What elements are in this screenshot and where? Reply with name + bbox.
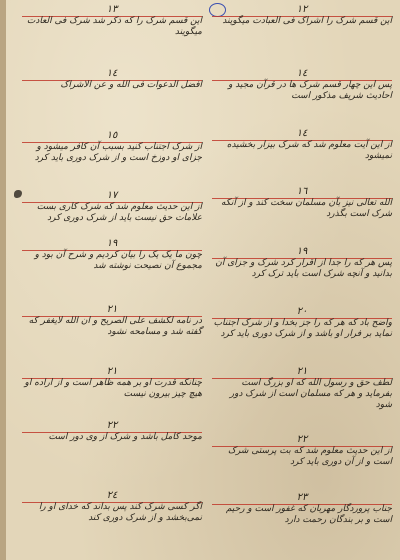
entry-number: ١٧ — [106, 190, 118, 201]
entry-21b-left — [22, 366, 202, 418]
entry-text: از این آیت معلوم شد که شرک بیزار بخشیده نمیشود — [226, 140, 392, 161]
entry-text: پس این چهار قسم شرک ‌ها در قرآن مجید و احادیث شریف مذکور است — [228, 80, 392, 101]
entry-number: ١٤ — [296, 128, 308, 139]
ink-blot-icon — [14, 190, 22, 198]
entry-text: اگر کسی شرک کند پس بداند که خدای او را نمی‌بخشد و از شرک دوری کند — [38, 502, 202, 523]
entry-14-left — [22, 68, 202, 120]
entry-number: ١٤ — [296, 68, 308, 79]
entry-number: ٢١ — [106, 304, 118, 315]
entry-12-right — [212, 4, 392, 56]
entry-14b-right — [212, 128, 392, 180]
entry-number: ٢٤ — [106, 490, 118, 501]
entry-22-left — [22, 420, 202, 472]
entry-19-left — [22, 238, 202, 290]
entry-text: موحد کامل باشد و شرک از وی دور است — [48, 432, 202, 442]
entry-text: الله تعالی نیز بآن مسلمان سخت کند و از آنکه شرک است بگذرد — [221, 198, 392, 219]
entry-number: ٢٢ — [296, 434, 308, 445]
entry-text: پس هر که را جدا از اقرار کرد شرک و جزای آن بدانید و آنچه شرک است باید ترک کرد — [215, 258, 392, 279]
entry-number: ٢٢ — [106, 420, 118, 431]
entry-number: ١٤ — [106, 68, 118, 79]
entry-text: لطف حق و رسول الله که او بزرگ است بفرماید و هر که مسلمان است از شرک دور شود — [229, 378, 392, 410]
entry-number: ١٩ — [296, 246, 308, 257]
entry-text: این قسم شرک را که ذکر شد شرک فی العادت میگویند — [26, 16, 202, 37]
entry-text: واضح باد که هر که را جز بخدا و از شرک اجتناب نماید بر فرار او باشد و از شرک دوری باید کرد — [213, 318, 392, 339]
entry-21-left — [22, 304, 202, 356]
entry-23-right — [212, 492, 392, 544]
entry-number: ٢٠ — [296, 306, 308, 317]
entry-17-left — [22, 190, 202, 242]
entry-number: ١٦ — [296, 186, 308, 197]
entry-text: از شرک اجتناب کنید بسبب آن کافر میشود و جزای او دوزخ است و از شرک دوری باید کرد — [34, 142, 202, 163]
entry-text: چون ما یک یک را بیان کردیم و شرح آن بود و مجموع آن نصیحت نوشته شد — [34, 250, 202, 271]
entry-number: ١٥ — [106, 130, 118, 141]
entry-number: ٢١ — [296, 366, 308, 377]
entry-20-right — [212, 306, 392, 358]
entry-text: این قسم شرک را اشراک فی العبادت میگویند — [222, 16, 392, 26]
entry-24-left — [22, 490, 202, 542]
entry-21-right — [212, 366, 392, 418]
entry-15-left — [22, 130, 202, 182]
entry-number: ١٢ — [296, 4, 308, 15]
entry-text: جناب پروردگار مهربان که غفور است و رحیم است و بر بندگان رحمت دارد — [225, 504, 392, 525]
entry-22-right — [212, 434, 392, 486]
entry-16-right — [212, 186, 392, 238]
entry-text: در نامه لکشف علی الصریح و ان الله لایغفر که گفته شد و مسامحه نشود — [28, 316, 202, 337]
entry-number: ٢٣ — [296, 492, 308, 503]
entry-14-right — [212, 68, 392, 120]
entry-number: ١٩ — [106, 238, 118, 249]
entry-text: چنانکه قدرت او بر همه ظاهر است و از اراده او هیچ چیز بیرون نیست — [24, 378, 202, 399]
entry-text: افضل الدعوات فی الله و عن الاشراک — [60, 80, 202, 90]
entry-number: ١٣ — [106, 4, 118, 15]
entry-text: از این حدیث معلوم شد که شرک کاری بست علامات حق نیست باید از شرک دوری کرد — [36, 202, 202, 223]
entry-number: ٢١ — [106, 366, 118, 377]
entry-13-left — [22, 4, 202, 56]
entry-19-right — [212, 246, 392, 298]
entry-text: از این حدیث معلوم شد که بت پرستی شرک است و از آن دوری باید کرد — [227, 446, 392, 467]
